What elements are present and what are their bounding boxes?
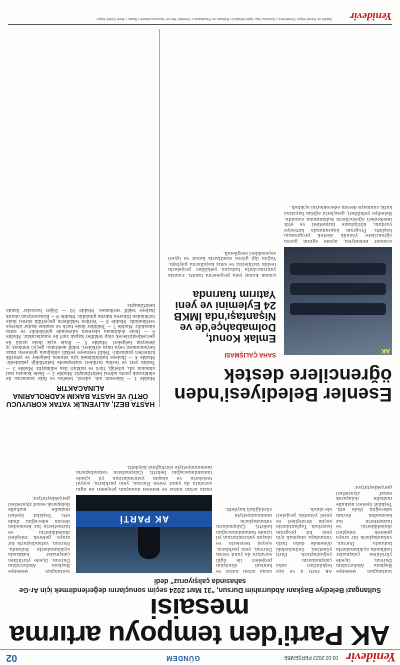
article-column-3: Hızla artan nüfus ve kentsel dönüşüm projeleri ile ilgili sorulara da yanıt veren Dursun, yeni parkların, sosyal tesislerin ve ulaşım yatırımlarının yıl içinde tamamlanacağını belirtti. Çalışmaların vatandaşların memnuniyetiyle sürdüğünü kaydetti. — [216, 506, 272, 573]
main-headline: AK Parti'den tempoyu artırma mesaisi — [9, 593, 391, 651]
main-deck: Sultangazi Belediye Başkanı Abdurrahim Dursun, "31 Mart 2024 seçim sonuçlarını değerlendirmek için Ar-Ge sahasında çalışıyoruz" dedi — [19, 577, 381, 593]
article-column-2: AK Parti il ve ilçe teşkilatları saha çalışmalarını yoğunlaştırdı. Parti yönetimi, önümüzdeki dönemde daha fazla vatandaşa ulaşmak için yeni bir program hazırladı. Toplantılarda seçim stratejileri ve yerel yönetim projeleri ele alındı. — [276, 506, 332, 573]
article-column-1: Sultangazi Belediye Başkanı Abdurrahim Dursun, ilçede yürütülen çalışmalar hakkında açıklamalarda bulundu. Dursun, vatandaşlarla bir araya gelerek talepleri dinlediklerini ve hizmetlerin hız kesmeden devam edeceğini ifade etti. Teşkilat üyeleri mahalle mahalle dolaşarak esnaf ziyaretleri gerçekleştiriyor. — [336, 484, 392, 573]
article-column-5: Sultangazi Belediye Başkanı Abdurrahim Dursun, ilçede yürütülen çalışmalar hakkında açıklamalarda bulundu. Dursun, vatandaşlarla bir araya gelerek talepleri dinlediklerini ve hizmetlerin hız kesmeden devam edeceğini ifade etti. Teşkilat üyeleri mahalle mahalle dolaşarak esnaf ziyaretleri gerçekleştiriyor. — [8, 495, 70, 573]
seat-row — [290, 303, 386, 315]
section-label: GÜNDEM — [165, 654, 200, 661]
rally-photo — [76, 495, 212, 573]
seat-row — [290, 263, 386, 275]
emlak-text: Emlak Konut yeni projelerini tanıttı. Fuarda yatırımcılarla buluşan yetkililer, projelerin teslim tarihlerini ve satış koşullarını paylaştı. Yoğun ilgi gören stantlarda konut ve işyeri seçenekleri sergilendi. — [168, 249, 276, 277]
esenler-text: Esenler Belediyesi, ilçede eğitim gören öğrencilere yönelik destek programını başlattı. Program kapsamında kırtasiye yardımı, kütüphane hizmetleri ve etüt merkezleri öğrencilerin kullanımına sunuldu. Belediye yetkilileri, gençlerin eğitim hayatına katkı sunmaya devam edeceklerini açıkladı. — [284, 204, 392, 243]
article-column-4: Hızla artan nüfus ve kentsel dönüşüm projeleri ile ilgili sorulara da yanıt veren Dursun, yeni parkların, sosyal tesislerin ve ulaşım yatırımlarının yıl içinde tamamlanacağını belirtti. Çalışmaların vatandaşların memnuniyetiyle sürdüğünü kaydetti. — [76, 463, 212, 491]
page-footer — [8, 6, 392, 25]
tender-title: HASTA BEZİ, ALIYENLİK YATAK KORUYUCU ÖRTÜ VE HASTA BAKIM KADROLARINA ALINACAKTIR — [6, 384, 155, 407]
imprint-text: Sahibi ve Genel Yayın Yönetmeni • Sorumlu Yazı İşleri Müdürü • Reklam ve Pazarlama • Yönetim Yeri ve Yazışma Adresi • Baskı • Yerel Süreli Yayın — [96, 17, 332, 21]
issue-date: 03.02.2022 PERŞEMBE — [283, 654, 339, 661]
esenler-text-top — [284, 357, 392, 363]
tender-body: Madde 1 — İdarenin adı, adresi, telefon ve faks numarası ile elektronik posta adresi belirtilmiştir. Madde 2 — İhale konusu mal alımının adı, niteliği, türü ve miktarı ilan edilmiştir. Madde 3 — Teslim yeri ve teslim tarihleri sözleşmede belirtildiği şekildedir. Madde 4 — İhaleye katılabilmek için istenen belgeler ve yeterlik kriterleri şunlardır: Teklif vermeye yetkili olduğunu gösteren imza beyannamesi veya imza sirküleri; teklif mektubu; geçici teminat; iş deneyim belgeleri. Madde 5 — İhale açık ihale usulü ile gerçekleştirilecek olup teklifler kapalı zarf ile sunulacaktır. Madde 6 — İhale dokümanı idarenin adresinde görülebilir ve satın alınabilir. Madde 7 — Teklifler ihale tarih ve saatine kadar idareye verilmelidir. Madde 8 — Verilen tekliflerin geçerlilik süresi ihale tarihinden itibaren takvim günüdür. Madde 9 — Konsorsiyum olarak ihaleye teklif verilemez. Madde 10 — Diğer hususlar ilanda belirtilmiştir. — [6, 302, 155, 380]
party-banner: AK PARTİ — [76, 511, 212, 527]
footer-logo: Yenidevir — [349, 10, 392, 22]
photo-tag: AK — [381, 347, 390, 353]
esenler-headline: Esenler Belediyesi'nden öğrencilere destek — [174, 364, 392, 404]
crowd-shape — [76, 495, 212, 511]
speaker-silhouette — [138, 525, 160, 559]
tender-announcement — [6, 29, 160, 407]
seat-row — [290, 283, 386, 295]
masthead-logo: Yenidevir — [346, 650, 396, 665]
emlak-headline: Emlak Konut, Dolmabahçe'de ve Nişantaşı'nda İMKB 24 Eylemini ve yeni Yatırım fuarında — [173, 288, 276, 344]
page-number: 02 — [6, 652, 18, 663]
page-header — [0, 649, 400, 665]
event-photo — [284, 247, 392, 355]
emlak-kicker: SAHA ÇALIŞMASI — [224, 351, 276, 357]
